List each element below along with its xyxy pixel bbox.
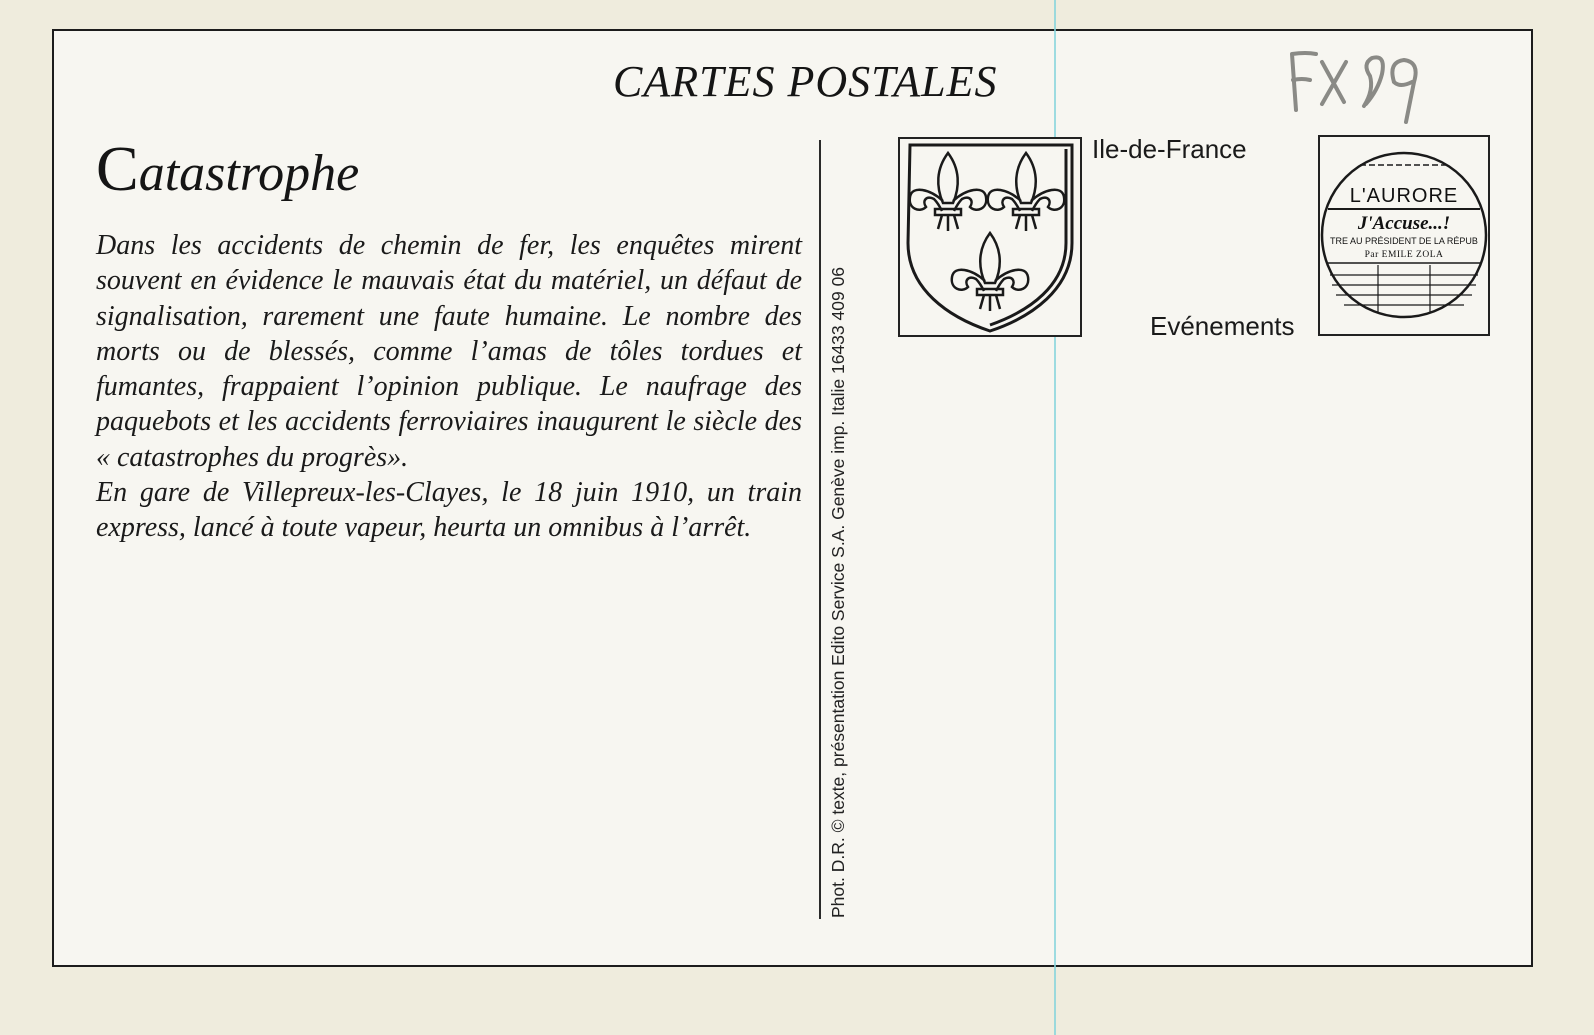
newspaper-stamp — [1318, 135, 1490, 336]
newspaper-title: L'AURORE — [1349, 185, 1459, 207]
article-paragraph: Dans les accidents de chemin de fer, les enquêtes mirent souvent en évidence le mauvais état du matériel, un défaut de signalisation, rarement une faute humaine. Le nombre des morts ou de blessés, comme l’amas de tôles tordues et fumantes, frappaient l’opinion publique. Le naufrage des paquebots et les accidents ferroviaires inaugurent le siècle des « catastrophes du progrès». — [96, 230, 802, 473]
stamp-label-evenements: Evénements — [1150, 311, 1295, 341]
article-title — [96, 132, 359, 206]
stamp-label-ile-de-france: Ile-de-France — [1092, 134, 1247, 164]
article-body — [96, 228, 802, 546]
newspaper-headline: J'Accuse...! — [1357, 213, 1451, 234]
print-credits: Phot. D.R. © texte, présentation Edito Service S.A. Genève imp. Italie 16433 409 06 — [828, 266, 848, 918]
article-paragraph: En gare de Villepreux-les-Clayes, le 18 juin 1910, un train express, lancé à toute vapeur, heurta un omnibus à l’arrêt. — [96, 477, 802, 544]
page-title: CARTES POSTALES — [613, 57, 998, 106]
vertical-divider — [819, 140, 821, 919]
fleur-de-lis-coat-of-arms-icon — [900, 139, 1080, 335]
newspaper-byline: Par ÉMILE ZOLA — [1364, 250, 1444, 260]
newspaper-subline: TRE AU PRÉSIDENT DE LA RÉPUB — [1330, 236, 1478, 246]
handwritten-reference-mark-icon — [1282, 42, 1427, 132]
article-title-rest: atastrophe — [138, 145, 360, 202]
coat-of-arms-stamp — [898, 137, 1082, 337]
article-title-initial: C — [96, 133, 139, 204]
